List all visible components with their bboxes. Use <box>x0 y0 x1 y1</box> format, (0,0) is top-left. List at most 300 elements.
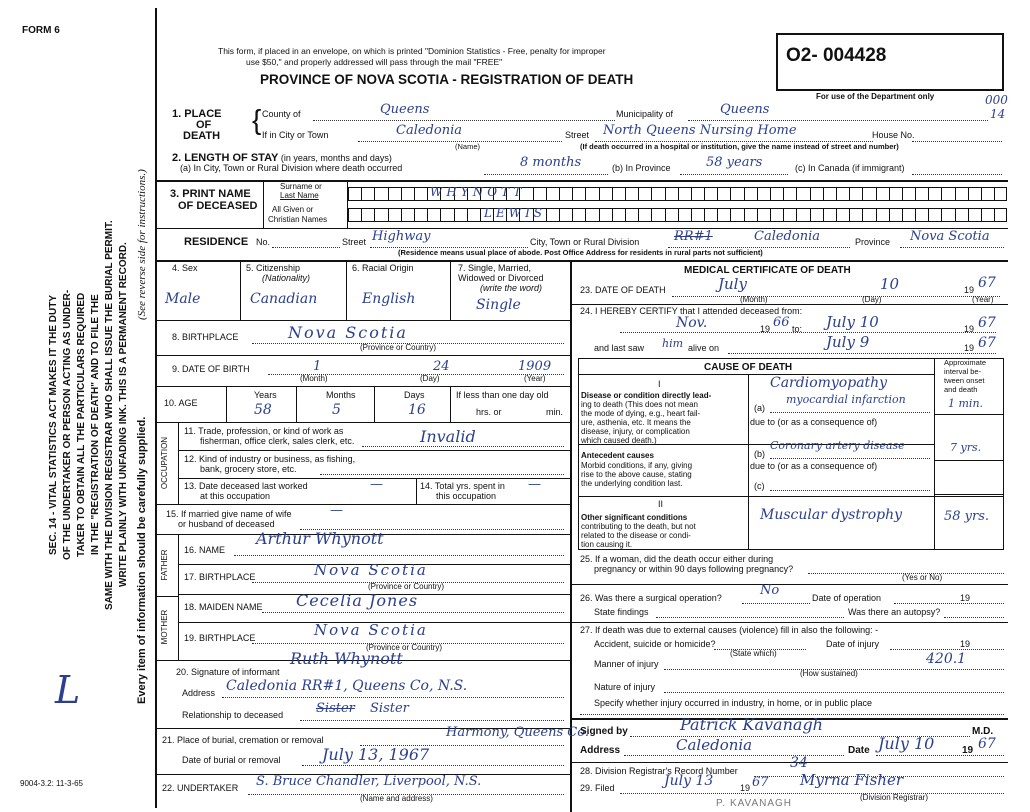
undertaker-value: S. Bruce Chandler, Liverpool, N.S. <box>256 774 482 789</box>
given-value: LEWIS <box>484 206 547 220</box>
letter-cell <box>889 208 902 222</box>
letter-cell <box>862 208 875 222</box>
residence-city-value: Caledonia <box>754 229 820 244</box>
father-name-value: Arthur Whynott <box>256 529 384 548</box>
residence-city-struck: RR#1 <box>674 229 713 244</box>
letter-cell <box>796 208 809 222</box>
notice-line-2: use $50," and properly addressed will pass through the mail "FREE" <box>246 57 503 67</box>
attended-from-year: 66 <box>773 315 790 330</box>
deceased-label-2: OF DECEASED <box>178 200 258 212</box>
letter-cell <box>730 208 743 222</box>
municipality-value: Queens <box>720 102 770 117</box>
letter-cell <box>651 187 664 201</box>
other-label-2: contributing to the death, but not <box>581 522 696 531</box>
given-label-1: All Given or <box>272 205 314 214</box>
letter-cell <box>401 208 414 222</box>
letter-cell <box>691 187 704 201</box>
residence-city-label: City, Town or Rural Division <box>530 237 640 247</box>
antecedent-label-2: Morbid conditions, if any, giving <box>581 461 693 470</box>
stay-c-label: (c) In Canada (if immigrant) <box>795 163 905 173</box>
death-date-label: 23. DATE OF DEATH <box>580 285 666 295</box>
autopsy-label: Was there an autopsy? <box>848 607 941 617</box>
dob-year-sub: (Year) <box>524 374 546 383</box>
spouse-value: — <box>330 503 343 518</box>
letter-cell <box>414 187 427 201</box>
letter-cell <box>994 187 1007 201</box>
age-days-label: Days <box>404 390 425 400</box>
letter-cell <box>770 208 783 222</box>
age-months: 5 <box>332 402 341 418</box>
letter-cell <box>796 187 809 201</box>
letter-cell <box>955 208 968 222</box>
citizenship-label: 5. Citizenship <box>246 263 301 273</box>
cause-a-mark: (a) <box>754 403 765 413</box>
q25-label-1: 25. If a woman, did the death occur either during <box>580 554 774 564</box>
letter-cell <box>823 208 836 222</box>
specify-label: Specify whether injury occurred in industry, in home, or in public place <box>594 698 872 708</box>
cause-b-mark: (b) <box>754 449 765 459</box>
injury-date-label: Date of injury <box>826 639 880 649</box>
death-day-sub: (Day) <box>862 295 882 304</box>
relationship-struck: Sister <box>316 701 355 716</box>
letter-cell <box>836 187 849 201</box>
citizenship-sub: (Nationality) <box>262 273 311 283</box>
letter-cell <box>783 187 796 201</box>
racial-value: English <box>362 291 416 307</box>
cause-b-interval: 7 yrs. <box>950 441 982 454</box>
filed-year: 67 <box>752 775 769 790</box>
residence-province-label: Province <box>855 237 891 247</box>
age-months-label: Months <box>326 390 356 400</box>
letter-cell <box>625 187 638 201</box>
total-value: — <box>528 477 541 492</box>
letter-cell <box>651 208 664 222</box>
letter-cell <box>533 187 546 201</box>
part-two-label: II <box>658 499 664 509</box>
letter-cell <box>546 187 559 201</box>
city-value: Caledonia <box>396 123 462 138</box>
letter-cell <box>361 208 374 222</box>
stay-a-value: 8 months <box>520 155 582 170</box>
letter-cell <box>955 187 968 201</box>
birthplace-sub: (Province or Country) <box>360 343 437 352</box>
marital-value: Single <box>476 297 521 313</box>
letter-cell <box>691 208 704 222</box>
mother-birthplace-sub: (Province or Country) <box>366 643 443 652</box>
informant-signature: Ruth Whynott <box>290 649 403 668</box>
letter-cell <box>744 208 757 222</box>
letter-cell <box>981 208 994 222</box>
letter-cell <box>915 187 928 201</box>
side-note-7: (See reverse side for instructions.) <box>136 169 148 321</box>
signed-date-label: Date <box>848 745 870 756</box>
cause-title: CAUSE OF DEATH <box>704 362 793 373</box>
dob-label: 9. DATE OF BIRTH <box>172 364 250 374</box>
city-name-sub: (Name) <box>455 142 481 151</box>
father-birthplace-label: 17. BIRTHPLACE <box>184 572 256 582</box>
letter-cell <box>757 208 770 222</box>
death-year: 67 <box>978 275 996 291</box>
letter-cell <box>572 187 585 201</box>
form-title: PROVINCE OF NOVA SCOTIA - REGISTRATION OF DEATH <box>260 72 634 87</box>
stay-sub: (in years, months and days) <box>280 153 392 163</box>
father-side-label: FATHER <box>160 549 169 581</box>
letter-cell <box>810 187 823 201</box>
due-to-a: due to (or as a consequence of) <box>750 417 878 427</box>
alive-on-date: July 9 <box>826 333 870 351</box>
operation-date-prefix: 19 <box>960 593 971 603</box>
record-number: 34 <box>790 755 808 771</box>
residence-street-value: Highway <box>372 229 431 244</box>
street-value: North Queens Nursing Home <box>603 123 797 138</box>
side-note-1: SEC. 14 - VITAL STATISTICS ACT MAKES IT THE DUTY <box>48 295 59 556</box>
dob-day-sub: (Day) <box>420 374 440 383</box>
residence-street-label: Street <box>342 237 367 247</box>
signed-date: July 10 <box>878 734 935 753</box>
disease-label-3: the mode of dying, e.g., heart fail- <box>581 409 701 418</box>
stay-a-label: (a) In City, Town or Rural Division where death occurred <box>180 163 403 173</box>
registrar-signature: Myrna Fisher <box>800 771 903 789</box>
attended-from-prefix: 19 <box>760 324 771 334</box>
informant-address: Caledonia RR#1, Queens Co, N.S. <box>226 678 468 694</box>
given-cells <box>348 208 1008 222</box>
relationship-value: Sister <box>370 701 409 716</box>
letter-cell <box>717 208 730 222</box>
letter-cell <box>374 187 387 201</box>
alive-on-prefix: 19 <box>964 343 975 353</box>
burial-place-label: 21. Place of burial, cremation or removal <box>162 735 324 745</box>
letter-cell <box>638 208 651 222</box>
letter-cell <box>744 187 757 201</box>
cause-a-value-2: myocardial infarction <box>786 393 906 406</box>
place-label-3: DEATH <box>183 130 221 142</box>
last-worked-label-1: 13. Date deceased last worked <box>184 481 308 491</box>
letter-cell <box>876 187 889 201</box>
injury-date-prefix: 19 <box>960 639 971 649</box>
dob-year: 1909 <box>518 359 552 374</box>
alive-on-year: 67 <box>978 335 996 351</box>
informant-label: 20. Signature of informant <box>176 667 280 677</box>
marital-label-3: (write the word) <box>480 283 543 293</box>
letter-cell <box>546 208 559 222</box>
trade-label-2: fisherman, office clerk, sales clerk, etc. <box>200 436 355 446</box>
dept-code-1: 000 <box>985 93 1008 107</box>
attended-from-month: Nov. <box>676 315 708 331</box>
spouse-label-2: or husband of deceased <box>178 519 275 529</box>
letter-cell <box>876 208 889 222</box>
stay-b-label: (b) In Province <box>612 163 671 173</box>
last-worked-label-2: at this occupation <box>200 491 271 501</box>
attended-to-label: to: <box>792 324 803 334</box>
surname-value: WHYNOTT <box>430 185 526 199</box>
surname-label-1: Surname or <box>280 182 322 191</box>
letter-cell <box>467 208 480 222</box>
undertaker-label: 22. UNDERTAKER <box>162 783 239 793</box>
father-birthplace-value: Nova Scotia <box>314 561 428 579</box>
age-less-label: If less than one day old <box>456 390 549 400</box>
informant-address-label: Address <box>182 688 216 698</box>
manner-label: Manner of injury <box>594 659 659 669</box>
letter-cell <box>941 187 954 201</box>
interval-label-4: and death <box>944 385 978 394</box>
registrar-sub: (Division Registrar) <box>860 793 929 802</box>
street-label: Street <box>565 130 590 140</box>
letter-cell <box>849 187 862 201</box>
findings-label: State findings <box>594 607 649 617</box>
md-label: M.D. <box>972 726 994 737</box>
letter-cell <box>454 208 467 222</box>
dob-month-sub: (Month) <box>300 374 328 383</box>
other-interval: 58 yrs. <box>944 509 990 524</box>
county-label: County of <box>262 109 301 119</box>
age-days: 16 <box>408 402 426 418</box>
last-saw-who: him <box>662 337 684 350</box>
last-saw-label: and last saw <box>594 343 645 353</box>
letter-cell <box>810 208 823 222</box>
father-birthplace-sub: (Province or Country) <box>368 582 445 591</box>
marital-label-1: 7. Single, Married, <box>458 263 532 273</box>
residence-no-label: No. <box>256 237 271 247</box>
letter-cell <box>823 187 836 201</box>
side-note-8: Every item of information should be carefully supplied. <box>136 416 148 704</box>
letter-cell <box>625 208 638 222</box>
letter-cell <box>941 208 954 222</box>
letter-cell <box>981 187 994 201</box>
q27-label: 27. If death was due to external causes (violence) fill in also the following: - <box>580 625 879 635</box>
father-name-label: 16. NAME <box>184 545 226 555</box>
county-value: Queens <box>380 102 430 117</box>
physician-stamp: P. KAVANAGH <box>716 798 793 809</box>
disease-label-4: ure, asthenia, etc. It means the <box>581 418 691 427</box>
antecedent-label-1: Antecedent causes <box>581 451 654 460</box>
other-label-3: related to the disease or condi- <box>581 531 691 540</box>
manner-value: 420.1 <box>926 651 967 667</box>
letter-cell <box>836 208 849 222</box>
age-min-label: min. <box>546 407 564 417</box>
burial-date-value: July 13, 1967 <box>322 745 430 764</box>
relationship-label: Relationship to deceased <box>182 710 284 720</box>
interval-label-1: Approximate <box>944 358 987 367</box>
letter-cell <box>348 208 361 222</box>
birthplace-label: 8. BIRTHPLACE <box>172 332 239 342</box>
footer-code: 9004-3.2: 11-3-65 <box>20 779 84 788</box>
dob-day: 24 <box>433 359 450 374</box>
attended-to-year: 67 <box>978 315 996 331</box>
total-label-1: 14. Total yrs. spent in <box>420 481 505 491</box>
given-label-2: Christian Names <box>268 215 328 224</box>
letter-cell <box>599 187 612 201</box>
deceased-label-1: 3. PRINT NAME <box>170 188 251 200</box>
letter-cell <box>440 208 453 222</box>
last-worked-value: — <box>370 477 383 492</box>
letter-cell <box>770 187 783 201</box>
letter-cell <box>572 208 585 222</box>
birthplace-value: Nova Scotia <box>288 323 408 342</box>
letter-cell <box>928 187 941 201</box>
filed-date: July 13 <box>664 773 714 789</box>
municipality-label: Municipality of <box>616 109 674 119</box>
antecedent-label-3: rise to the above cause, stating <box>581 470 692 479</box>
letter-cell <box>889 187 902 201</box>
spouse-label-1: 15. If married give name of wife <box>166 509 292 519</box>
letter-cell <box>388 208 401 222</box>
letter-cell <box>638 187 651 201</box>
disease-label-1: Disease or condition directly lead- <box>581 391 712 400</box>
occupation-side-label: OCCUPATION <box>160 436 169 490</box>
nature-label: Nature of injury <box>594 682 656 692</box>
letter-cell <box>401 187 414 201</box>
death-day: 10 <box>880 275 900 293</box>
letter-cell <box>915 208 928 222</box>
form-number: FORM 6 <box>22 25 60 36</box>
disease-label-6: which caused death.) <box>581 436 657 445</box>
marital-label-2: Widowed or Divorced <box>458 273 544 283</box>
antecedent-label-4: the underlying condition last. <box>581 479 683 488</box>
trade-label-1: 11. Trade, profession, or kind of work as <box>184 426 344 436</box>
side-note-3: TAKER TO OBTAIN ALL THE PARTICULARS REQUIRED <box>76 292 87 558</box>
letter-cell <box>427 208 440 222</box>
side-note-5: SAME WITH THE DIVISION REGISTRAR WHO SHALL ISSUE THE BURIAL PERMIT. <box>104 220 115 610</box>
letter-cell <box>599 208 612 222</box>
q25-label-2: pregnancy or within 90 days following pregnancy? <box>594 564 794 574</box>
trade-value: Invalid <box>420 427 476 446</box>
signed-year: 67 <box>978 736 996 752</box>
dob-month: 1 <box>313 359 322 374</box>
letter-cell <box>612 187 625 201</box>
surname-label-2: Last Name <box>280 191 319 200</box>
letter-cell <box>559 187 572 201</box>
age-hrs-label: hrs. or <box>476 407 502 417</box>
mother-side-label: MOTHER <box>160 609 169 645</box>
death-month-sub: (Month) <box>740 295 768 304</box>
letter-cell <box>612 208 625 222</box>
racial-label: 6. Racial Origin <box>352 263 414 273</box>
letter-cell <box>585 187 598 201</box>
letter-cell <box>757 187 770 201</box>
letter-cell <box>348 187 361 201</box>
residence-province-value: Nova Scotia <box>910 229 990 244</box>
stay-b-value: 58 years <box>706 155 763 170</box>
age-years-label: Years <box>254 390 277 400</box>
other-label-4: tion causing it. <box>581 540 633 549</box>
letter-cell <box>665 187 678 201</box>
sex-value: Male <box>165 291 201 307</box>
given-boxes <box>347 208 1007 222</box>
death-year-prefix: 19 <box>964 285 975 295</box>
attended-to-prefix: 19 <box>964 324 975 334</box>
letter-cell <box>388 187 401 201</box>
alive-on-label: alive on <box>688 343 720 353</box>
death-year-sub: (Year) <box>972 295 994 304</box>
maiden-name-value: Cecelia Jones <box>296 591 419 610</box>
signed-year-prefix: 19 <box>962 745 974 756</box>
disease-label-2: ing to death (This does not mean <box>581 400 698 409</box>
letter-cell <box>968 187 981 201</box>
cause-b-value: Coronary artery disease <box>770 439 905 452</box>
physician-address-label: Address <box>580 745 621 756</box>
total-label-2: this occupation <box>436 491 497 501</box>
due-to-b: due to (or as a consequence of) <box>750 461 878 471</box>
cause-a-value: Cardiomyopathy <box>770 375 888 391</box>
side-note-4: IN THE "REGISTRATION OF DEATH" AND TO FILE THE <box>90 294 101 556</box>
letter-cell <box>585 208 598 222</box>
document-number: O2- 004428 <box>786 45 887 66</box>
manner-sub: (How sustained) <box>800 669 858 678</box>
medical-title: MEDICAL CERTIFICATE OF DEATH <box>684 265 851 276</box>
part-one-label: I <box>658 379 661 389</box>
maiden-name-label: 18. MAIDEN NAME <box>184 602 263 612</box>
letter-cell <box>968 208 981 222</box>
house-label: House No. <box>872 130 915 140</box>
stay-label: 2. LENGTH OF STAY <box>172 152 279 164</box>
letter-cell <box>717 187 730 201</box>
side-note-6: WRITE PLAINLY WITH UNFADING INK. THIS IS A PERMANENT RECORD. <box>118 242 129 588</box>
other-label-1: Other significant conditions <box>581 513 688 522</box>
letter-cell <box>704 187 717 201</box>
letter-cell <box>414 208 427 222</box>
accident-sub: (State which) <box>730 649 777 658</box>
department-use: For use of the Department only <box>816 92 935 101</box>
disease-label-5: disease, injury, or complication <box>581 427 690 436</box>
letter-cell <box>730 187 743 201</box>
letter-cell <box>678 187 691 201</box>
letter-cell <box>783 208 796 222</box>
physician-address: Caledonia <box>676 736 753 754</box>
physician-signature: Patrick Kavanagh <box>680 715 823 734</box>
signed-by-label: Signed by <box>580 726 628 737</box>
mother-birthplace-value: Nova Scotia <box>314 621 428 639</box>
undertaker-sub: (Name and address) <box>360 794 433 803</box>
hospital-note: (If death occurred in a hospital or institution, give the name instead of street and number) <box>580 142 899 151</box>
interval-label-3: tween onset <box>944 376 985 385</box>
residence-note: (Residence means usual place of abode. Post Office Address for residents in rural parts not sufficient) <box>398 248 763 257</box>
citizenship-value: Canadian <box>250 291 318 307</box>
cause-c-mark: (c) <box>754 481 765 491</box>
notice-line-1: This form, if placed in an envelope, on which is printed "Dominion Statistics - Free, penalty for improper <box>218 46 606 56</box>
filed-year-prefix: 19 <box>740 783 751 793</box>
other-value: Muscular dystrophy <box>760 507 903 523</box>
place-label-1: 1. PLACE <box>172 108 222 120</box>
margin-mark: L <box>55 668 81 712</box>
residence-label: RESIDENCE <box>184 236 249 248</box>
industry-label-2: bank, grocery store, etc. <box>200 464 297 474</box>
city-label: If in City or Town <box>262 130 329 140</box>
q26-value: No <box>760 583 780 598</box>
burial-place-value: Harmony, Queens Co. <box>446 725 589 740</box>
letter-cell <box>374 208 387 222</box>
letter-cell <box>361 187 374 201</box>
dept-code-2: 14 <box>990 107 1006 121</box>
letter-cell <box>559 208 572 222</box>
letter-cell <box>902 187 915 201</box>
letter-cell <box>678 208 691 222</box>
place-label-2: OF <box>196 119 212 131</box>
record-number-label: 28. Division Registrar's Record Number <box>580 766 738 776</box>
q25-sub: (Yes or No) <box>902 573 943 582</box>
operation-date-label: Date of operation <box>812 593 882 603</box>
industry-label-1: 12. Kind of industry or business, as fishing, <box>184 454 356 464</box>
letter-cell <box>849 208 862 222</box>
side-note-2: OF THE UNDERTAKER OR PERSON ACTING AS UNDER- <box>62 289 73 561</box>
letter-cell <box>862 187 875 201</box>
sex-label: 4. Sex <box>172 263 198 273</box>
letter-cell <box>704 208 717 222</box>
accident-label: Accident, suicide or homicide? <box>594 639 716 649</box>
age-years: 58 <box>254 402 272 418</box>
filed-label: 29. Filed <box>580 783 615 793</box>
attended-to-date: July 10 <box>826 313 879 331</box>
burial-date-label: Date of burial or removal <box>182 755 281 765</box>
